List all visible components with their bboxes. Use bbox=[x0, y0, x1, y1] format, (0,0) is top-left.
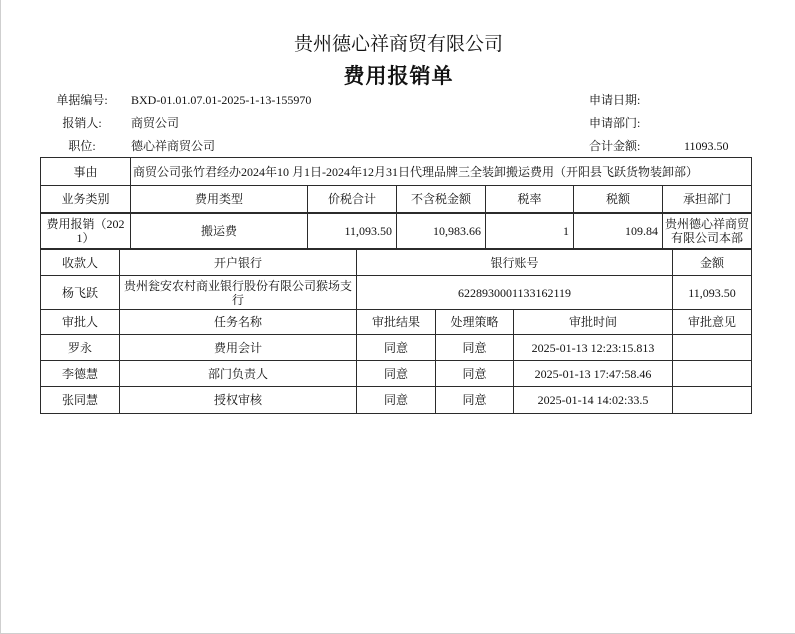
approval-row bbox=[41, 387, 752, 414]
position-value: 德心祥商贸公司 bbox=[131, 139, 216, 153]
applicant-value: 商贸公司 bbox=[131, 116, 180, 130]
approval-opinion-cell bbox=[673, 361, 752, 387]
approval-header-cell: 任务名称 bbox=[120, 310, 357, 335]
business-category-cell: 费用报销（2021） bbox=[41, 213, 131, 249]
apply-date-label: 申请日期: bbox=[589, 93, 641, 107]
approval-row bbox=[41, 335, 752, 361]
applicant-label: 报销人: bbox=[62, 116, 102, 130]
expense-header-cell: 业务类别 bbox=[41, 186, 131, 214]
expense-header-cell: 承担部门 bbox=[663, 186, 752, 214]
approver-cell: 罗永 bbox=[41, 335, 120, 361]
total-amount-label: 合计金额: bbox=[589, 139, 641, 153]
strategy-cell: 同意 bbox=[436, 335, 514, 361]
responsible-dept-cell: 贵州德心祥商贸有限公司本部 bbox=[663, 213, 752, 249]
approval-row bbox=[41, 361, 752, 387]
payee-header-cell: 开户银行 bbox=[120, 250, 357, 276]
company-name: 贵州德心祥商贸有限公司 bbox=[293, 34, 503, 55]
task-name-cell: 费用会计 bbox=[120, 335, 357, 361]
document-title: 费用报销单 bbox=[343, 64, 454, 88]
position-label: 职位: bbox=[68, 139, 96, 153]
payee-header-row bbox=[41, 250, 752, 276]
approval-header-row bbox=[41, 310, 752, 335]
approver-cell: 张同慧 bbox=[41, 387, 120, 414]
doc-no-value: BXD-01.01.07.01-2025-1-13-155970 bbox=[131, 93, 312, 107]
approval-opinion-cell bbox=[673, 335, 752, 361]
payee-header-cell: 金额 bbox=[673, 250, 752, 276]
approval-time-cell: 2025-01-13 12:23:15.813 bbox=[514, 335, 673, 361]
expense-header-cell: 费用类型 bbox=[131, 186, 308, 214]
task-name-cell: 部门负责人 bbox=[120, 361, 357, 387]
approval-header-cell: 审批意见 bbox=[673, 310, 752, 335]
payee-name-cell: 杨飞跃 bbox=[41, 276, 120, 310]
doc-no-label: 单据编号: bbox=[56, 93, 108, 107]
task-name-cell: 授权审核 bbox=[120, 387, 357, 414]
approval-time-cell: 2025-01-13 17:47:58.46 bbox=[514, 361, 673, 387]
strategy-cell: 同意 bbox=[436, 387, 514, 414]
approval-header-cell: 审批人 bbox=[41, 310, 120, 335]
expense-header-row bbox=[41, 186, 752, 214]
reason-text: 商贸公司张竹君经办2024年10 月1日-2024年12月31日代理品牌三全装卸搬运费用（开阳县飞跃货物装卸部） bbox=[131, 158, 752, 186]
approval-opinion-cell bbox=[673, 387, 752, 414]
strategy-cell: 同意 bbox=[436, 361, 514, 387]
approval-result-cell: 同意 bbox=[357, 335, 436, 361]
approval-header-cell: 处理策略 bbox=[436, 310, 514, 335]
expense-type-cell: 搬运费 bbox=[131, 213, 308, 249]
payee-amount-cell: 11,093.50 bbox=[673, 276, 752, 310]
expense-header-cell: 税率 bbox=[486, 186, 574, 214]
payee-approval-table bbox=[40, 249, 752, 414]
payee-header-cell: 收款人 bbox=[41, 250, 120, 276]
expense-table bbox=[40, 157, 752, 249]
amount-incl-tax-cell: 11,093.50 bbox=[308, 213, 397, 249]
expense-header-cell: 不含税金额 bbox=[397, 186, 486, 214]
expense-row bbox=[41, 213, 752, 249]
payee-header-cell: 银行账号 bbox=[357, 250, 673, 276]
tax-rate-cell: 1 bbox=[486, 213, 574, 249]
approval-result-cell: 同意 bbox=[357, 387, 436, 414]
tax-amount-cell: 109.84 bbox=[574, 213, 663, 249]
apply-dept-label: 申请部门: bbox=[589, 116, 641, 130]
amount-excl-tax-cell: 10,983.66 bbox=[397, 213, 486, 249]
approval-time-cell: 2025-01-14 14:02:33.5 bbox=[514, 387, 673, 414]
total-amount-value: 11093.50 bbox=[684, 139, 729, 153]
approval-header-cell: 审批结果 bbox=[357, 310, 436, 335]
expense-header-cell: 价税合计 bbox=[308, 186, 397, 214]
bank-name-cell: 贵州瓮安农村商业银行股份有限公司猴场支行 bbox=[120, 276, 357, 310]
approval-result-cell: 同意 bbox=[357, 361, 436, 387]
reason-label: 事由 bbox=[41, 158, 131, 186]
payee-row bbox=[41, 276, 752, 310]
bank-account-cell: 6228930001133162119 bbox=[357, 276, 673, 310]
approval-header-cell: 审批时间 bbox=[514, 310, 673, 335]
reason-row bbox=[41, 158, 752, 186]
approver-cell: 李德慧 bbox=[41, 361, 120, 387]
expense-header-cell: 税额 bbox=[574, 186, 663, 214]
